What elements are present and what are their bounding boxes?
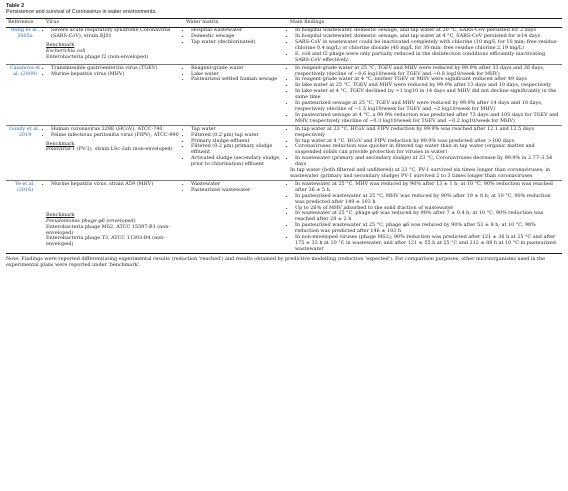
finding-item: • In lake water at 25 °C, TGEV and MHV were reduced by 99.9% after 13 days and 10 days, respectively — [295, 83, 560, 89]
finding-item: • In pasteurized sewage at 4 °C, a 99.9% reduction was predicted after 73 days and 105 days for TGEV and MHV, respectively (decline of −0.3 log10/week for TGEV and −0.2 log10/week for MHV) — [295, 113, 560, 125]
finding-item: • In tap water at 23 °C, HCoV and FIPV reduction by 99.9% was reached after 12.1 and 12.5 days respectively — [295, 127, 560, 139]
virus-cell — [44, 65, 184, 126]
benchmark-item: Enterobacteria phage f2 (non-enveloped) — [46, 53, 149, 60]
finding-item: • In hospital wastewater, domestic sewage, and tap water at 4 °C, SARS-CoV persisted for ≥14 days — [295, 34, 560, 40]
header-main-findings: Main findings — [288, 18, 562, 27]
finding-item: • In hospital wastewater, domestic sewage, and tap water at 20 °C, SARS-CoV persisted for 2 days — [295, 28, 560, 34]
matrix-item: • Domestic sewage — [191, 34, 286, 40]
finding-item: • In wastewater at 25 °C, phage φ6 was reduced by 90% after 7 ± 0.4 h; at 10 °C, 90% reduction was reached after 28 ± 2 h — [295, 211, 560, 223]
virus-item: • Murine hepatitis virus (MHV) — [51, 72, 182, 78]
table-title: Persistence and survival of Coronavirus in water environments. — [6, 9, 157, 16]
finding-item: • In pasteurized wastewater at 25 °C, MHV was reduced by 90% after 19 ± 8 h; at 10 °C, 90% reduction was predicted after 149 ± 103 h — [295, 194, 560, 206]
table-header-row — [6, 18, 562, 27]
water-matrix-cell — [184, 27, 288, 64]
virus-item: • Transmissible gastroenteritis virus (TGEV) — [51, 66, 182, 72]
virus-item: • Feline infectious peritonitis virus (FIPV), ATCC-990 — [51, 133, 182, 139]
table-footnote: Note: Findings were reported differentiating experimental results (reduction 'reached') and results obtained by predictive modelling (reduction 'expected'). For comparison purposes, other microorganisms used in the experimental plans were reported under 'benchmark'. — [6, 256, 546, 269]
findings-cell — [288, 126, 562, 181]
finding-item: • In pasteurized wastewater at 25 °C, phage φ6 was reduced by 90% after 53 ± 8 h; at 10 °C, 90% reduction was predicted after 146 ± 103 h — [295, 223, 560, 235]
matrix-item: • Reagent-grade water — [191, 66, 286, 72]
reference-link[interactable]: Casanova et al. (2009) — [6, 65, 44, 126]
finding-item: • SARS-CoV in wastewater could be inactivated completely with chlorine (10 mg/L for 10 min; free residue chlorine 0.4 mg/L) or chlorine dioxide (40 mg/L for 30-min; free residue chlorine 2.19 mg/L) — [295, 40, 560, 52]
table-row — [6, 27, 562, 64]
finding-item: • In pasteurized sewage at 25 °C, TGEV and MHV were reduced by 99.9% after 14 days and 10 days, respectively (decline of −1.5 log10/week for TGEV and −2 log10/week for MHV) — [295, 101, 560, 113]
header-reference: Reference — [6, 18, 44, 27]
benchmark-item: Escherichia coli — [46, 47, 86, 54]
matrix-item: • Primary sludge effluent — [191, 139, 286, 145]
reference-link[interactable]: Wang et al., 2005a — [6, 27, 44, 64]
virus-cell — [44, 181, 184, 254]
matrix-item: • Hospital wastewater — [191, 28, 286, 34]
benchmark-item: Pseudomonas phage φ6 (enveloped) — [46, 217, 136, 224]
finding-item: • In non-enveloped viruses (phage MS2), 90% reduction was predicted after 121 ± 36 h at 25 °C and after 175 ± 33 h at 10 °C in wastewater, and after 121 ± 55 h at 25 °C and 212 ± 88 h at 10 °C in pasteurized wastewater — [295, 235, 560, 253]
findings-cell — [288, 65, 562, 126]
findings-cell — [288, 181, 562, 254]
water-matrix-cell — [184, 126, 288, 181]
water-matrix-cell — [184, 181, 288, 254]
table-row — [6, 181, 562, 254]
finding-item: • E. coli and f2 phage were only partially reduced in the disinfection conditions efficiently inactivating SARS-CoV effectively. — [295, 52, 560, 64]
finding-item: • In lake water at 4 °C, TGEV declined by ~1 log10 in 14 days and MHV did not decline significantly in the same time — [295, 89, 560, 101]
header-water-matrix: Water matrix — [184, 18, 288, 27]
matrix-item: • Pasteurized settled human sewage — [191, 77, 286, 83]
matrix-item: • Filtered (0.2 µm) tap water — [191, 133, 286, 139]
table-label: Table 2 — [6, 3, 25, 9]
finding-item: • Coronaviruses reduction was quicker in filtered tap water than in tap water (organic matter and suspended solids can provide protection for viruses in water) — [295, 144, 560, 156]
matrix-item: • Filtered (0.2 µm) primary sludge effluent — [191, 144, 286, 156]
finding-item: • In reagent-grade water at 4 °C, neither TGEV or MHV were significant reduced after 49 days — [295, 77, 560, 83]
virus-cell — [44, 27, 184, 64]
header-virus: Virus — [44, 18, 184, 27]
benchmark-label: Benchmark — [46, 211, 75, 218]
virus-item: • Severe acute respiratory syndrome Coronavirus (SARS-CoV), strain BJ01 — [51, 28, 182, 40]
reference-link[interactable]: Ye et al. (2016) — [6, 181, 44, 254]
matrix-item: • Tap water — [191, 127, 286, 133]
coronavirus-table — [6, 18, 562, 254]
finding-item: • In tap water at 4 °C, HCoV and FIPV reduction by 99.9% was predicted after >100 days — [295, 139, 560, 145]
matrix-item: • Activated sludge (secondary sludge, prior to chlorination) effluent — [191, 156, 286, 168]
finding-item: • In wastewater at 25 °C, MHV was reduced by 90% after 13 ± 1 h; at 10 °C, 90% reduction was reached after 36 ± 5 h — [295, 182, 560, 194]
virus-item: • Human coronavirus 229E (HCoV), ATCC-740 — [51, 127, 182, 133]
benchmark-label: Benchmark — [46, 140, 75, 147]
matrix-item: • Lake water — [191, 72, 286, 78]
finding-item: • In reagent-grade water at 25 °C, TGEV and MHV were reduced by 99.9% after 33 days and 26 days, respectively (decline of −0.6 log10/week for TGEV and −0.8 log10/week for MHV) — [295, 66, 560, 78]
benchmark-item: Enterobacteria phage MS2, ATCC 15597-B1 (non-enveloped) — [46, 223, 171, 236]
virus-item: • Murine hepatitis virus, strain A59 (MHV) — [51, 182, 182, 188]
table-row — [6, 126, 562, 181]
table-row — [6, 65, 562, 126]
water-matrix-cell — [184, 65, 288, 126]
finding-item: • In wastewater (primary and secondary sludge) at 23 °C, Coronaviruses decrease by 99.9% in 2.77–3.54 days — [295, 156, 560, 168]
benchmark-item: Poliovirus-1 (PV-1), strain LSc-2ab (non-enveloped) — [46, 146, 173, 153]
reference-link[interactable]: Gundy et al., 2019 — [6, 126, 44, 181]
matrix-item: • Wastewater — [191, 182, 286, 188]
finding-item: • Up to 26% of MHV adsorbed to the solid fraction of wastewater — [295, 206, 560, 212]
matrix-item: • Pasteurized wastewater — [191, 188, 286, 194]
finding-benchmark-text: In tap water (both filtered and unfiltered) at 23 °C, PV-1 survived six times longer than coronaviruses; in wastewater (primary and secondary sludge) PV-1 survived 2 to 3 times longer than coronaviruses — [290, 167, 551, 179]
benchmark-item: Enterobacteria phage T3, ATCC 11303-B4 (non-enveloped) — [46, 235, 165, 248]
virus-cell — [44, 126, 184, 181]
benchmark-label: Benchmark — [46, 42, 75, 49]
findings-cell — [288, 27, 562, 64]
matrix-item: • Tap water (dechlorinated) — [191, 40, 286, 46]
